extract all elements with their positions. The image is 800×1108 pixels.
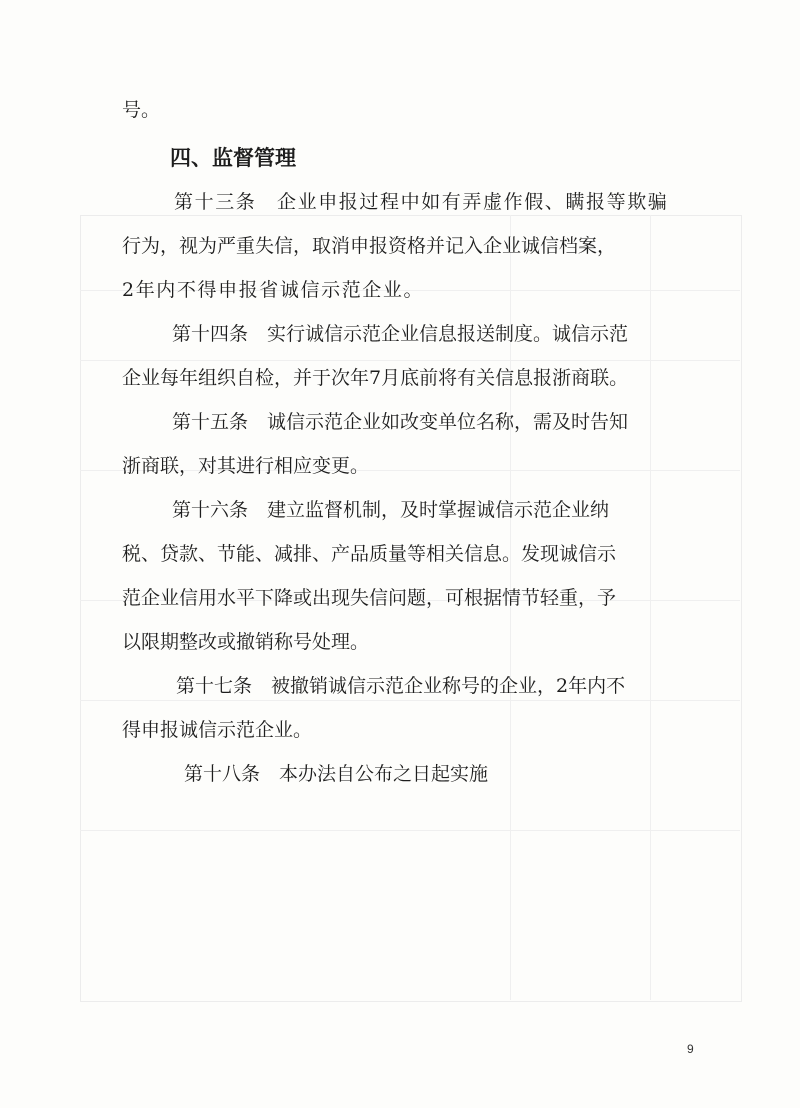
article-14-line-1: 第十四条 实行诚信示范企业信息报送制度。诚信示范 (172, 323, 629, 345)
article-16-line-4: 以限期整改或撤销称号处理。 (122, 631, 370, 653)
article-16-line-2: 税、贷款、节能、减排、产品质量等相关信息。发现诚信示 (122, 543, 617, 565)
article-16-line-1: 第十六条 建立监督机制，及时掌握诚信示范企业纳 (172, 499, 610, 521)
bleed-through-rule (80, 830, 740, 831)
bleed-through-rule (650, 215, 651, 1000)
bleed-through-rule (80, 360, 740, 361)
article-17-line-2: 得申报诚信示范企业。 (122, 719, 313, 741)
page-number: 9 (687, 1042, 694, 1056)
article-15-line-1: 第十五条 诚信示范企业如改变单位名称，需及时告知 (172, 411, 629, 433)
article-16-line-3: 范企业信用水平下降或出现失信问题，可根据情节轻重，予 (122, 587, 617, 609)
article-17-line-1: 第十七条 被撤销诚信示范企业称号的企业，2年内不 (176, 675, 626, 697)
article-13-line-3: 2年内不得申报省诚信示范企业。 (122, 279, 425, 301)
article-18-line-1: 第十八条 本办法自公布之日起实施 (184, 763, 489, 785)
bleed-through-rule (80, 700, 740, 701)
text-line-1: 号。 (122, 99, 161, 121)
article-15-line-2: 浙商联，对其进行相应变更。 (122, 455, 370, 477)
article-14-line-2: 企业每年组织自检，并于次年7月底前将有关信息报浙商联。 (122, 367, 629, 389)
article-13-line-2: 行为，视为严重失信，取消申报资格并记入企业诚信档案， (122, 235, 617, 257)
section-heading: 四、监督管理 (170, 146, 296, 170)
article-13-line-1: 第十三条 企业申报过程中如有弄虚作假、瞒报等欺骗 (174, 191, 669, 213)
